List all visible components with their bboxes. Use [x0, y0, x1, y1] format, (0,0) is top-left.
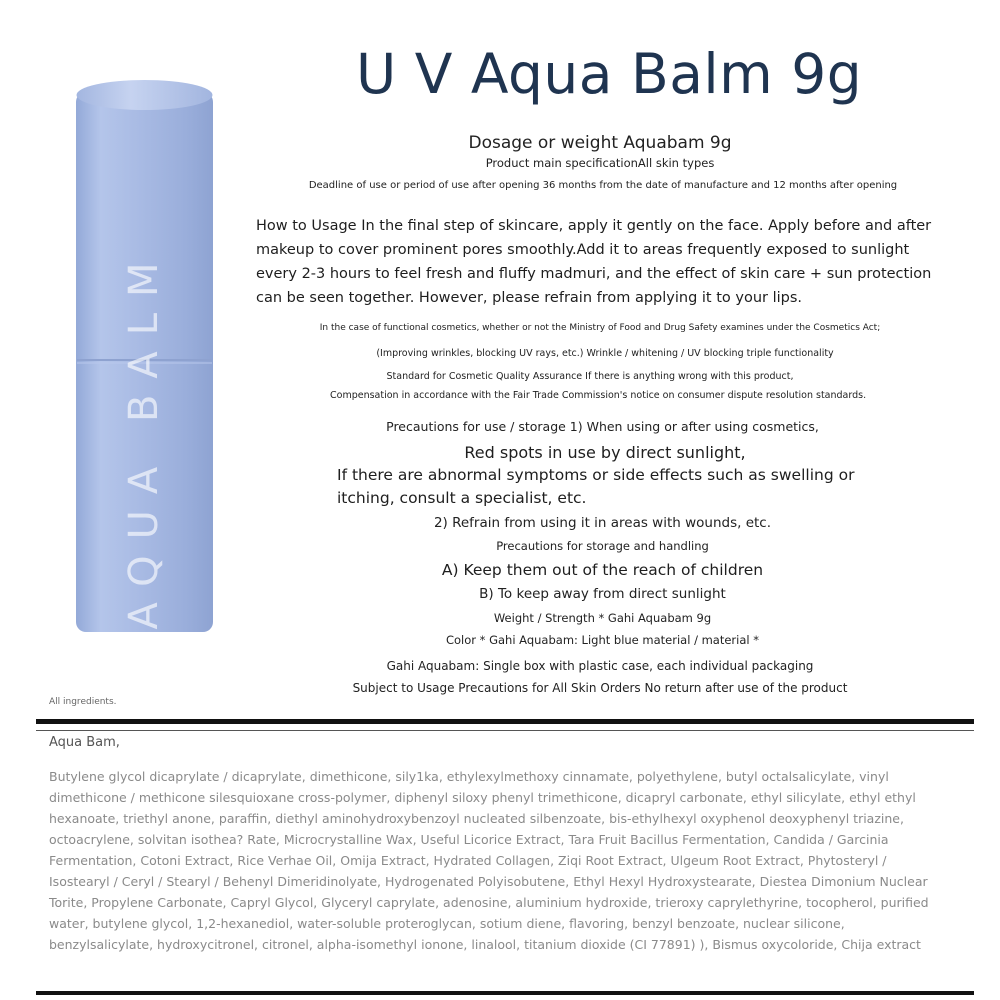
- ingredients-heading: Aqua Bam,: [49, 735, 120, 750]
- improving-text: (Improving wrinkles, blocking UV rays, etc.) Wrinkle / whitening / UV blocking triple functionality: [376, 348, 834, 359]
- weight-text: Weight / Strength * Gahi Aquabam 9g: [493, 611, 712, 625]
- divider-top: [36, 719, 974, 724]
- refrain-text: 2) Refrain from using it in areas with wounds, etc.: [433, 515, 772, 531]
- divider-thin: [36, 730, 974, 731]
- deadline-text: Deadline of use or period of use after opening 36 months from the date of manufacture and 12 months after opening: [308, 180, 898, 191]
- red-spots-text: Red spots in use by direct sunlight,: [464, 443, 746, 462]
- main-spec-text: Product main specificationAll skin types: [485, 156, 715, 170]
- how-to-text: How to Usage In the final step of skincare, apply it gently on the face. Apply before and after makeup to cover prominent pores smoothly.Add it to areas frequently exposed to sunlight every 2-3 hours to feel fresh and fluffy madmuri, and the effect of skin care + sun protection can be seen together. However, please refrain from applying it to your lips.: [256, 218, 932, 306]
- page-title: U V Aqua Balm 9g: [356, 42, 863, 106]
- compensation-text: Compensation in accordance with the Fair Trade Commission's notice on consumer dispute resolution standards.: [330, 390, 867, 401]
- functional-text: In the case of functional cosmetics, whether or not the Ministry of Food and Drug Safety examines under the Cosmetics Act;: [319, 323, 881, 333]
- storage-text: Precautions for storage and handling: [496, 539, 709, 553]
- packaging-text: Gahi Aquabam: Single box with plastic case, each individual packaging: [386, 659, 814, 673]
- dosage-text: Dosage or weight Aquabam 9g: [468, 133, 732, 153]
- standard-text: Standard for Cosmetic Quality Assurance If there is anything wrong with this product,: [386, 371, 794, 382]
- precautions-text: Precautions for use / storage 1) When using or after using cosmetics,: [386, 419, 819, 434]
- keep-children-text: A) Keep them out of the reach of children: [441, 561, 764, 579]
- divider-bottom: [36, 991, 974, 995]
- stick-label: AQUA BALM: [121, 246, 167, 630]
- usage-notice-text: Subject to Usage Precautions for All Skin Orders No return after use of the product: [352, 681, 848, 695]
- ingredients-list: Butylene glycol dicaprylate / dicaprylate, dimethicone, sily1ka, ethylexylmethoxy cinnamate, polyethylene, butyl octalsalicylate, vinyl dimethicone / methicone silesquioxane cross-polymer, diphenyl siloxy phenyl trimethicone, dicapryl carbonate, ethyl silicylate, ethyl ethyl hexanoate, triethyl anone, paraffin, diethyl aminohydroxybenzoyl nucleated silbenzoate, bis-ethylhexyl oxyphenol deoxyphenyl triazine, octoacrylene, solvitan isothea? Rate, Microcrystalline Wax, Useful Licorice Extract, Tara Fruit Bacillus Fermentation, Candida / Garcinia Fermentation, Cotoni Extract, Rice Verhae Oil, Omija Extract, Hydrated Collagen, Ziqi Root Extract, Ulgeum Root Extract, Phytosteryl / Isostearyl / Ceryl / Stearyl / Behenyl Dimeridinolyate, Hydrogenated Polyisobutene, Ethyl Hexyl Hydroxystearate, Diestea Dimonium Nuclear Torite, Propylene Carbonate, Capryl Glycol, Glyceryl caprylate, adenosine, aluminium hydroxide, trieroxy caprylethyrine, tocopherol, purified water, butylene glycol, 1,2-hexanediol, water-soluble proteroglycan, sotium diene, flavoring, benzyl benzoate, nuclear silicone, benzylsalicylate, hydroxycitronel, citronel, alpha-isomethyl ionone, linalool, titanium dioxide (CI 77891) ), Bismus oxycoloride, Chija extract: [49, 769, 929, 952]
- all-ingredients-note: All ingredients.: [49, 697, 117, 707]
- color-text: Color * Gahi Aquabam: Light blue material / material *: [445, 633, 760, 647]
- keep-sunlight-text: B) To keep away from direct sunlight: [479, 586, 726, 602]
- product-image: [72, 78, 217, 638]
- abnormal-text: If there are abnormal symptoms or side effects such as swelling or itching, consult a specialist, etc.: [337, 466, 855, 507]
